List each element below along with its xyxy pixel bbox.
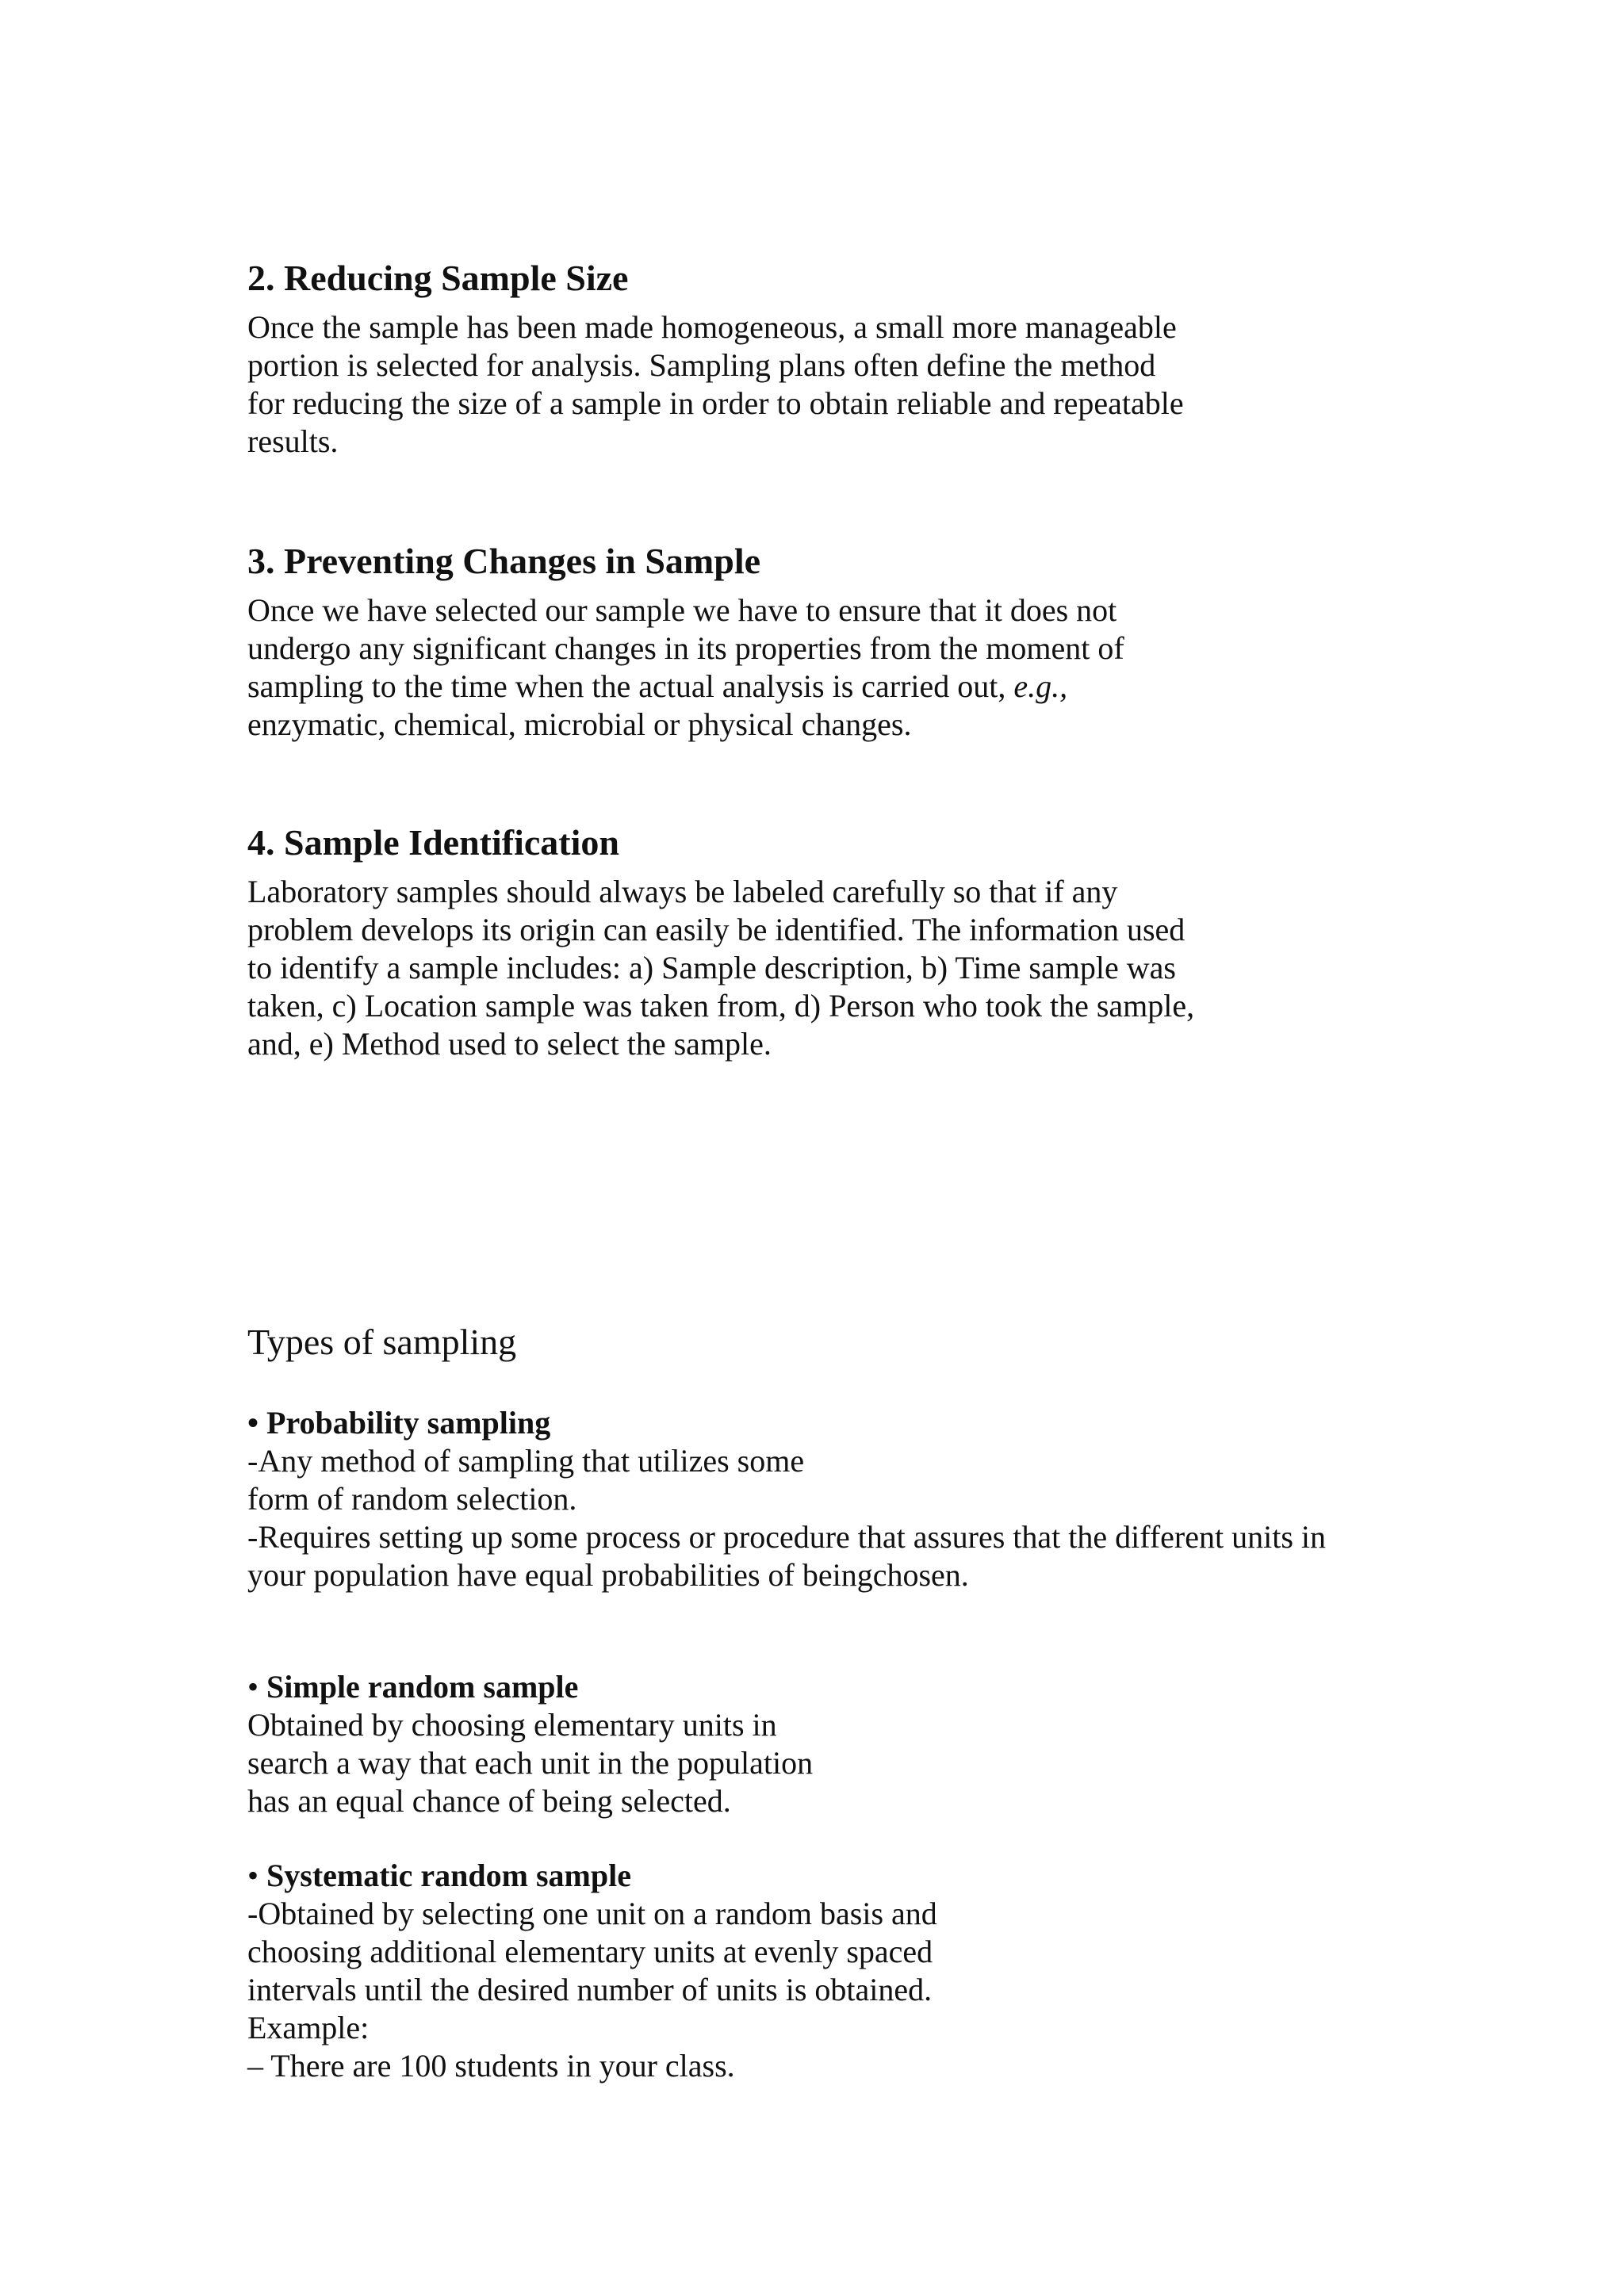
- section-heading: 2. Reducing Sample Size: [247, 258, 629, 298]
- simple-random-heading-line: [247, 1668, 1389, 1706]
- section-heading: 4. Sample Identification: [247, 822, 619, 863]
- section-heading: 3. Preventing Changes in Sample: [247, 541, 761, 581]
- body-line: -Obtained by selecting one unit on a random basis and: [247, 1896, 937, 1931]
- body-line: has an equal chance of being selected.: [247, 1783, 731, 1819]
- body-line: and, e) Method used to select the sample.: [247, 1026, 772, 1062]
- section-sample-identification: [247, 822, 1389, 1063]
- italic-abbreviation: e.g.,: [1013, 668, 1068, 704]
- body-line: to identify a sample includes: a) Sample description, b) Time sample was: [247, 950, 1176, 985]
- body-line: choosing additional elementary units at evenly spaced: [247, 1934, 933, 1969]
- body-line: Once the sample has been made homogeneous, a small more manageable: [247, 309, 1177, 345]
- types-of-sampling-block: [247, 1320, 1389, 1364]
- body-line: form of random selection.: [247, 1481, 577, 1517]
- body-line: Once we have selected our sample we have to ensure that it does not: [247, 592, 1117, 628]
- systematic-random-heading: Systematic random sample: [266, 1858, 631, 1893]
- probability-body: [247, 1404, 1389, 1594]
- body-line: Obtained by choosing elementary units in: [247, 1707, 777, 1743]
- types-title: Types of sampling: [247, 1322, 517, 1362]
- systematic-random-sample-block: [247, 1857, 1389, 2085]
- body-line: portion is selected for analysis. Sampling plans often define the method: [247, 347, 1156, 383]
- body-line: [247, 668, 1389, 706]
- body-line: for reducing the size of a sample in order to obtain reliable and repeatable: [247, 385, 1184, 421]
- section-body: [247, 308, 1389, 461]
- simple-random-sample-block: [247, 1668, 1389, 1820]
- section-body: [247, 591, 1389, 744]
- body-line-text: sampling to the time when the actual analysis is carried out,: [247, 668, 1014, 704]
- bullet: •: [247, 1858, 267, 1893]
- simple-random-body: [247, 1668, 1389, 1820]
- body-line: problem develops its origin can easily be identified. The information used: [247, 912, 1185, 947]
- body-line: -Requires setting up some process or procedure that assures that the different units in: [247, 1519, 1327, 1555]
- body-line: Example:: [247, 2010, 370, 2045]
- section-body: [247, 873, 1389, 1063]
- simple-random-heading: Simple random sample: [266, 1669, 579, 1705]
- systematic-random-heading-line: [247, 1857, 1389, 1895]
- bullet: •: [247, 1669, 267, 1705]
- body-line: results.: [247, 423, 339, 459]
- body-line: Laboratory samples should always be labeled carefully so that if any: [247, 874, 1118, 909]
- body-line: intervals until the desired number of units is obtained.: [247, 1972, 933, 2007]
- section-preventing-changes: [247, 541, 1389, 744]
- body-line: taken, c) Location sample was taken from, d) Person who took the sample,: [247, 988, 1195, 1024]
- systematic-random-body: [247, 1857, 1389, 2085]
- body-line: enzymatic, chemical, microbial or physical changes.: [247, 706, 912, 742]
- body-line: – There are 100 students in your class.: [247, 2048, 735, 2084]
- probability-heading: • Probability sampling: [247, 1405, 551, 1441]
- body-line: your population have equal probabilities of beingchosen.: [247, 1557, 969, 1593]
- body-line: undergo any significant changes in its properties from the moment of: [247, 630, 1124, 666]
- body-line: -Any method of sampling that utilizes some: [247, 1443, 805, 1479]
- section-reducing-sample-size: [247, 258, 1389, 461]
- body-line: search a way that each unit in the population: [247, 1745, 814, 1781]
- probability-sampling-block: [247, 1404, 1389, 1594]
